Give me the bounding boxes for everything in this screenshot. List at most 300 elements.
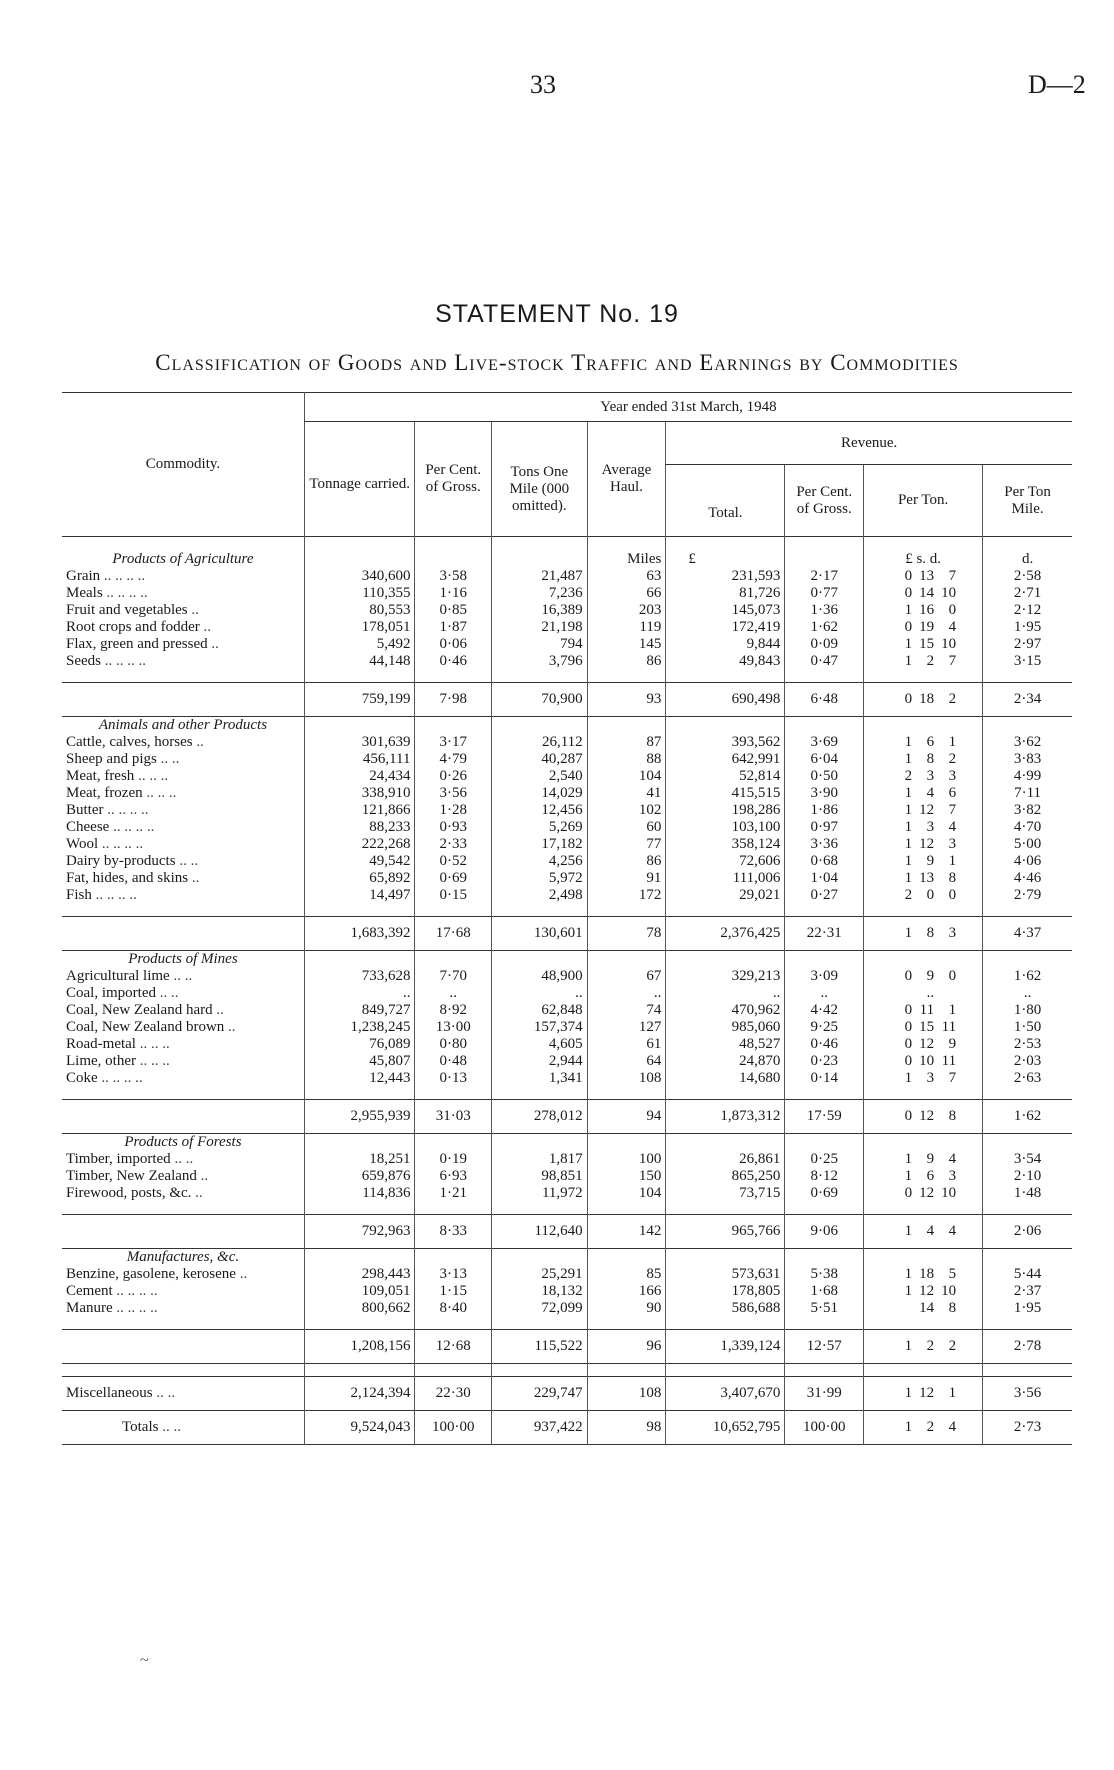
- per-ton-pounds: 0: [904, 968, 913, 984]
- tonnage-carried: 222,268: [304, 836, 415, 853]
- commodity-row: [62, 636, 1072, 653]
- unit-pound-symbol: £: [905, 551, 913, 567]
- per-ton-pounds: 0: [904, 568, 913, 584]
- leader-dots: .. ..: [156, 751, 180, 767]
- subtotal-row: [62, 683, 1072, 717]
- per-ton-pence: 1: [948, 1002, 957, 1018]
- tonnage-carried: 792,963: [304, 1215, 415, 1249]
- revenue-total: 2,376,425: [666, 917, 785, 951]
- tons-one-mile: 70,900: [492, 683, 588, 717]
- per-cent-of-gross: 0·46: [415, 653, 492, 670]
- revenue-per-cent: 0·50: [785, 768, 864, 785]
- tons-one-mile: 130,601: [492, 917, 588, 951]
- revenue-per-ton-mile: 5·44: [983, 1266, 1072, 1283]
- unit-lsd: [864, 537, 983, 569]
- revenue-per-ton: [864, 1151, 983, 1168]
- per-cent-of-gross: ..: [415, 985, 492, 1002]
- commodity-label: Firewood, posts, &c.: [66, 1185, 192, 1201]
- per-ton-pence: 7: [948, 568, 957, 584]
- subtotal-row: [62, 917, 1072, 951]
- tonnage-carried: 9,524,043: [304, 1411, 415, 1445]
- commodity-row: [62, 1168, 1072, 1185]
- per-ton-pence: 4: [948, 1151, 957, 1167]
- commodity-row: [62, 1019, 1072, 1036]
- average-haul: 86: [587, 853, 666, 870]
- per-ton-shillings: 9: [926, 968, 935, 984]
- per-ton-pence: 10: [941, 636, 957, 652]
- revenue-per-cent: 8·12: [785, 1168, 864, 1185]
- revenue-per-ton: [864, 636, 983, 653]
- revenue-total: 49,843: [666, 653, 785, 670]
- per-ton-shillings: 4: [926, 1223, 935, 1239]
- revenue-total: 178,805: [666, 1283, 785, 1300]
- tonnage-carried: 65,892: [304, 870, 415, 887]
- average-haul: 108: [587, 1070, 666, 1087]
- revenue-total: 26,861: [666, 1151, 785, 1168]
- commodity-row: [62, 1151, 1072, 1168]
- revenue-per-ton-mile: 1·50: [983, 1019, 1072, 1036]
- leader-dots: ..: [196, 1168, 209, 1184]
- revenue-total: 690,498: [666, 683, 785, 717]
- leader-dots: .. .. .. ..: [102, 585, 148, 601]
- revenue-per-cent: 0·68: [785, 853, 864, 870]
- commodity-row: [62, 1283, 1072, 1300]
- revenue-total: 985,060: [666, 1019, 785, 1036]
- revenue-per-cent: 4·42: [785, 1002, 864, 1019]
- tonnage-carried: 298,443: [304, 1266, 415, 1283]
- revenue-total: 329,213: [666, 968, 785, 985]
- per-cent-of-gross: 3·17: [415, 734, 492, 751]
- per-ton-pounds: 1: [904, 870, 913, 886]
- revenue-per-cent: 17·59: [785, 1100, 864, 1134]
- tonnage-carried: 2,955,939: [304, 1100, 415, 1134]
- leader-dots: ..: [207, 636, 219, 652]
- leader-dots: ..: [199, 619, 211, 635]
- revenue-total: 642,991: [666, 751, 785, 768]
- tons-one-mile: 26,112: [492, 734, 588, 751]
- section-heading: Animals and other Products: [98, 717, 268, 733]
- revenue-per-ton: [864, 751, 983, 768]
- commodity-row: [62, 1002, 1072, 1019]
- leader-dots: .. ..: [158, 1419, 181, 1435]
- revenue-per-cent: 0·97: [785, 819, 864, 836]
- commodity-label: Cement: [66, 1283, 113, 1299]
- unit-shillings: s.: [916, 551, 927, 567]
- commodity-name: [62, 619, 304, 636]
- commodity-label: Timber, New Zealand: [66, 1168, 197, 1184]
- commodity-label: Meals: [66, 585, 103, 601]
- commodity-name: [62, 1283, 304, 1300]
- per-cent-of-gross: 1·15: [415, 1283, 492, 1300]
- commodity-name: [62, 653, 304, 670]
- commodity-row: [62, 1053, 1072, 1070]
- per-ton-shillings: 13: [919, 870, 935, 886]
- misc-row: [62, 1377, 1072, 1411]
- revenue-per-cent: 3·90: [785, 785, 864, 802]
- revenue-per-cent: 3·69: [785, 734, 864, 751]
- leader-dots: .. ..: [175, 853, 199, 869]
- revenue-per-ton-mile: 1·95: [983, 1300, 1072, 1317]
- per-ton-shillings: 3: [926, 768, 935, 784]
- commodity-name: [62, 887, 304, 904]
- tons-one-mile: 229,747: [492, 1377, 588, 1411]
- tons-one-mile: ..: [492, 985, 588, 1002]
- tons-one-mile: 25,291: [492, 1266, 588, 1283]
- revenue-total: 358,124: [666, 836, 785, 853]
- per-ton-shillings: 12: [919, 1283, 935, 1299]
- commodity-label: Benzine, gasolene, kerosene: [66, 1266, 236, 1282]
- tons-one-mile: 48,900: [492, 968, 588, 985]
- average-haul: 63: [587, 568, 666, 585]
- per-ton-shillings: 12: [919, 1385, 935, 1401]
- average-haul: ..: [587, 985, 666, 1002]
- commodity-name: [62, 1377, 304, 1411]
- per-ton-shillings: 3: [926, 1070, 935, 1086]
- revenue-total: 231,593: [666, 568, 785, 585]
- commodity-row: [62, 602, 1072, 619]
- commodity-name: [62, 836, 304, 853]
- revenue-total: 393,562: [666, 734, 785, 751]
- commodity-name: [62, 917, 304, 951]
- commodity-row: [62, 887, 1072, 904]
- revenue-per-ton: [864, 619, 983, 636]
- revenue-per-ton-mile: 2·03: [983, 1053, 1072, 1070]
- revenue-per-ton: [864, 585, 983, 602]
- commodity-row: [62, 653, 1072, 670]
- commodity-label: Flax, green and pressed: [66, 636, 208, 652]
- commodity-name: [62, 602, 304, 619]
- commodity-row: [62, 768, 1072, 785]
- commodity-row: [62, 785, 1072, 802]
- revenue-per-ton-mile: 3·54: [983, 1151, 1072, 1168]
- commodity-name: [62, 1185, 304, 1202]
- per-ton-shillings: 18: [919, 1266, 935, 1282]
- per-cent-of-gross: 0·06: [415, 636, 492, 653]
- per-ton-shillings: 9: [926, 1151, 935, 1167]
- commodity-row: [62, 585, 1072, 602]
- per-ton-pence: 0: [948, 968, 957, 984]
- per-cent-of-gross: 3·58: [415, 568, 492, 585]
- page-number: 33: [530, 70, 556, 99]
- revenue-per-ton: [864, 1100, 983, 1134]
- per-ton-shillings: 13: [919, 568, 935, 584]
- per-ton-shillings: 18: [919, 691, 935, 707]
- leader-dots: .. .. .. ..: [101, 653, 146, 669]
- per-ton-pounds: 1: [904, 653, 913, 669]
- per-ton-pence: 4: [948, 1419, 957, 1435]
- tonnage-carried: 301,639: [304, 734, 415, 751]
- revenue-per-ton-mile: 4·37: [983, 917, 1072, 951]
- per-ton-pounds: 1: [904, 819, 913, 835]
- revenue-per-cent: 9·06: [785, 1215, 864, 1249]
- per-ton-pence: 5: [948, 1266, 957, 1282]
- revenue-total: 1,339,124: [666, 1330, 785, 1364]
- revenue-total: 172,419: [666, 619, 785, 636]
- revenue-per-ton: [864, 1002, 983, 1019]
- average-haul: 85: [587, 1266, 666, 1283]
- commodity-row: [62, 751, 1072, 768]
- commodity-label: Miscellaneous: [66, 1385, 153, 1401]
- revenue-per-ton: [864, 1283, 983, 1300]
- section-heading-row: [62, 717, 1072, 735]
- leader-dots: .. ..: [156, 985, 179, 1001]
- revenue-per-ton: [864, 1411, 983, 1445]
- revenue-per-ton-mile: 4·70: [983, 819, 1072, 836]
- per-ton-pence: 1: [948, 853, 957, 869]
- commodity-name: [62, 1100, 304, 1134]
- per-ton-pounds: 2: [904, 887, 913, 903]
- section-heading-row: [62, 1249, 1072, 1267]
- revenue-per-cent: 3·36: [785, 836, 864, 853]
- revenue-total: 586,688: [666, 1300, 785, 1317]
- revenue-per-ton: [864, 1019, 983, 1036]
- tonnage-carried: 49,542: [304, 853, 415, 870]
- section-heading: Products of Forests: [124, 1134, 242, 1150]
- section-heading: Products of Mines: [128, 951, 238, 967]
- commodity-row: [62, 819, 1072, 836]
- per-ton-shillings: 8: [926, 751, 935, 767]
- per-ton-pounds: 1: [904, 802, 913, 818]
- tonnage-carried: ..: [304, 985, 415, 1002]
- per-cent-of-gross: 31·03: [415, 1100, 492, 1134]
- per-cent-of-gross: 6·93: [415, 1168, 492, 1185]
- tonnage-carried: 849,727: [304, 1002, 415, 1019]
- revenue-per-cent: ..: [785, 985, 864, 1002]
- revenue-per-ton-mile: 2·06: [983, 1215, 1072, 1249]
- per-ton-pence: 0: [948, 887, 957, 903]
- per-ton-pounds: 0: [904, 1108, 913, 1124]
- tons-one-mile: 5,269: [492, 819, 588, 836]
- revenue-per-ton: [864, 870, 983, 887]
- tons-one-mile: 112,640: [492, 1215, 588, 1249]
- per-ton-pounds: 1: [904, 602, 913, 618]
- per-cent-of-gross: 0·48: [415, 1053, 492, 1070]
- average-haul: 86: [587, 653, 666, 670]
- per-ton-shillings: 11: [919, 1002, 935, 1018]
- per-ton-pence: 3: [948, 836, 957, 852]
- tons-one-mile: 7,236: [492, 585, 588, 602]
- per-ton-shillings: 3: [926, 819, 935, 835]
- revenue-per-ton: [864, 1266, 983, 1283]
- per-ton-shillings: 12: [919, 1036, 935, 1052]
- tons-one-mile: 21,487: [492, 568, 588, 585]
- revenue-per-ton: [864, 1053, 983, 1070]
- commodity-name: [62, 968, 304, 985]
- revenue-per-ton: [864, 836, 983, 853]
- tonnage-carried: 178,051: [304, 619, 415, 636]
- tons-one-mile: 115,522: [492, 1330, 588, 1364]
- revenue-total: 1,873,312: [666, 1100, 785, 1134]
- unit-miles: Miles: [587, 537, 666, 569]
- subtotal-row: [62, 1100, 1072, 1134]
- per-ton-shillings: 12: [919, 1108, 935, 1124]
- per-ton-pounds: 1: [904, 1151, 913, 1167]
- commodity-label: Wool: [66, 836, 99, 852]
- per-ton-pence: 8: [948, 870, 957, 886]
- revenue-per-ton-mile: 3·15: [983, 653, 1072, 670]
- per-ton-pounds: 1: [904, 751, 913, 767]
- commodity-label: Dairy by-products: [66, 853, 176, 869]
- document-reference: D—2: [1028, 70, 1086, 99]
- commodity-row: [62, 870, 1072, 887]
- commodity-name: [62, 636, 304, 653]
- header-per-ton: Per Ton.: [864, 465, 983, 537]
- commodity-name: [62, 1266, 304, 1283]
- revenue-per-ton: [864, 1215, 983, 1249]
- per-ton-pence: 10: [941, 1185, 957, 1201]
- revenue-total: 198,286: [666, 802, 785, 819]
- tonnage-carried: 18,251: [304, 1151, 415, 1168]
- revenue-total: 415,515: [666, 785, 785, 802]
- per-ton-pounds: 0: [904, 619, 913, 635]
- revenue-per-cent: 9·25: [785, 1019, 864, 1036]
- per-ton-shillings: 15: [919, 1019, 935, 1035]
- revenue-per-ton: [864, 785, 983, 802]
- header-year: Year ended 31st March, 1948: [304, 393, 1072, 422]
- header-revenue: Revenue.: [666, 422, 1072, 465]
- tonnage-carried: 1,238,245: [304, 1019, 415, 1036]
- leader-dots: ..: [235, 1266, 248, 1282]
- per-ton-pence: 4: [948, 1223, 957, 1239]
- per-ton-pounds: 1: [904, 734, 913, 750]
- per-ton-pounds: 0: [904, 1185, 913, 1201]
- commodity-name: [62, 985, 304, 1002]
- header-total: Total.: [666, 465, 785, 537]
- per-ton-pence: 7: [948, 802, 957, 818]
- per-cent-of-gross: 1·16: [415, 585, 492, 602]
- commodity-row: [62, 802, 1072, 819]
- tons-one-mile: 794: [492, 636, 588, 653]
- statement-subtitle: Classification of Goods and Live-stock Traffic and Earnings by Commodities: [155, 350, 959, 375]
- leader-dots: .. ..: [170, 1151, 194, 1167]
- commodity-row: [62, 1300, 1072, 1317]
- per-cent-of-gross: 100·00: [415, 1411, 492, 1445]
- revenue-per-ton: [864, 917, 983, 951]
- average-haul: 203: [587, 602, 666, 619]
- average-haul: 60: [587, 819, 666, 836]
- revenue-total: 865,250: [666, 1168, 785, 1185]
- section-heading-row: [62, 951, 1072, 969]
- per-ton-pence: 8: [948, 1300, 957, 1316]
- leader-dots: ..: [212, 1002, 224, 1018]
- per-ton-pounds: 1: [904, 1070, 913, 1086]
- tonnage-carried: 2,124,394: [304, 1377, 415, 1411]
- commodity-label: Sheep and pigs: [66, 751, 157, 767]
- per-cent-of-gross: 7·98: [415, 683, 492, 717]
- leader-dots: .. .. ..: [134, 768, 169, 784]
- average-haul: 67: [587, 968, 666, 985]
- leader-dots: ..: [188, 870, 200, 886]
- per-cent-of-gross: 7·70: [415, 968, 492, 985]
- revenue-per-cent: 0·77: [785, 585, 864, 602]
- per-cent-of-gross: 0·15: [415, 887, 492, 904]
- revenue-per-ton-mile: 2·73: [983, 1411, 1072, 1445]
- leader-dots: .. .. .. ..: [91, 887, 137, 903]
- revenue-per-ton: [864, 1377, 983, 1411]
- commodity-label: Fat, hides, and skins: [66, 870, 189, 886]
- commodity-label: Totals: [122, 1419, 159, 1435]
- leader-dots: .. .. ..: [142, 785, 177, 801]
- average-haul: 66: [587, 585, 666, 602]
- leader-dots: .. .. .. ..: [103, 802, 149, 818]
- per-ton-shillings: 14: [919, 1300, 935, 1316]
- per-ton-pence: 7: [948, 653, 957, 669]
- tonnage-carried: 12,443: [304, 1070, 415, 1087]
- average-haul: 96: [587, 1330, 666, 1364]
- tons-one-mile: 12,456: [492, 802, 588, 819]
- per-ton-pounds: 0: [904, 1036, 913, 1052]
- revenue-per-ton: [864, 1168, 983, 1185]
- leader-dots: .. ..: [169, 968, 193, 984]
- header-average-haul: Average Haul.: [587, 422, 666, 537]
- average-haul: 41: [587, 785, 666, 802]
- revenue-per-cent: 22·31: [785, 917, 864, 951]
- revenue-per-cent: 0·09: [785, 636, 864, 653]
- commodity-label: Manure: [66, 1300, 113, 1316]
- per-cent-of-gross: 1·87: [415, 619, 492, 636]
- average-haul: 94: [587, 1100, 666, 1134]
- per-ton-pence: 3: [948, 925, 957, 941]
- subtotal-row: [62, 1215, 1072, 1249]
- leader-dots: ..: [191, 1185, 203, 1201]
- per-ton-shillings: 2: [926, 1419, 935, 1435]
- revenue-total: 81,726: [666, 585, 785, 602]
- commodity-label: Coal, imported: [66, 985, 156, 1001]
- revenue-per-ton: [864, 768, 983, 785]
- average-haul: 108: [587, 1377, 666, 1411]
- average-haul: 98: [587, 1411, 666, 1445]
- tonnage-carried: 338,910: [304, 785, 415, 802]
- commodity-label: Cattle, calves, horses: [66, 734, 193, 750]
- leader-dots: ..: [224, 1019, 236, 1035]
- revenue-per-ton: [864, 887, 983, 904]
- revenue-per-ton-mile: 2·53: [983, 1036, 1072, 1053]
- commodity-name: [62, 1002, 304, 1019]
- per-ton-pence: 3: [948, 1168, 957, 1184]
- commodity-label: Fruit and vegetables: [66, 602, 188, 618]
- per-ton-shillings: 0: [926, 887, 935, 903]
- per-ton-pounds: 0: [904, 1019, 913, 1035]
- per-cent-of-gross: 0·80: [415, 1036, 492, 1053]
- average-haul: 172: [587, 887, 666, 904]
- average-haul: 64: [587, 1053, 666, 1070]
- average-haul: 91: [587, 870, 666, 887]
- per-ton-pounds: 1: [904, 1419, 913, 1435]
- per-ton-pence: 1: [948, 734, 957, 750]
- per-ton-pence: 8: [948, 1108, 957, 1124]
- per-cent-of-gross: 12·68: [415, 1330, 492, 1364]
- revenue-per-ton: [864, 1185, 983, 1202]
- leader-dots: .. .. .. ..: [98, 836, 144, 852]
- tons-one-mile: 1,341: [492, 1070, 588, 1087]
- commodity-name: [62, 683, 304, 717]
- commodity-label: Coal, New Zealand hard: [66, 1002, 213, 1018]
- commodity-name: [62, 1330, 304, 1364]
- table-header: [62, 393, 1072, 537]
- commodity-label: Agricultural lime: [66, 968, 170, 984]
- revenue-per-ton-mile: 4·46: [983, 870, 1072, 887]
- leader-dots: .. .. ..: [135, 1053, 170, 1069]
- table-body: [62, 537, 1072, 1445]
- per-ton-shillings: 2: [926, 1338, 935, 1354]
- tonnage-carried: 88,233: [304, 819, 415, 836]
- tons-one-mile: 5,972: [492, 870, 588, 887]
- tons-one-mile: 72,099: [492, 1300, 588, 1317]
- tonnage-carried: 121,866: [304, 802, 415, 819]
- per-ton-pence: 10: [941, 1283, 957, 1299]
- per-cent-of-gross: 0·93: [415, 819, 492, 836]
- average-haul: 102: [587, 802, 666, 819]
